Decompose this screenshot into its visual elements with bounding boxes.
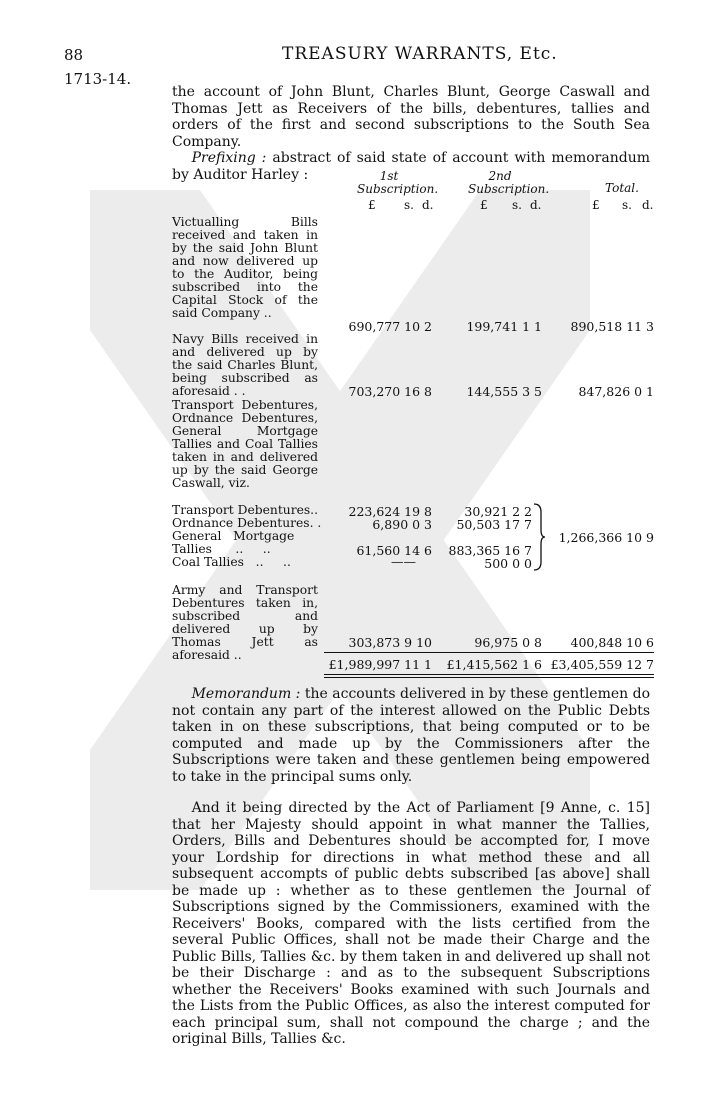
row-label-victualling: Victualling Bills received and taken in by the said John Blunt and now delivered up to the Auditor, being subscribed into the Capital Stock of the said Company ..	[172, 215, 318, 320]
row-victualling-total: 890,518 11 3	[570, 319, 654, 334]
row-label-ordnance: Ordnance Debentures. .	[172, 516, 322, 530]
row-navy-2nd: 144,555 3 5	[466, 384, 542, 399]
intro-paragraph	[172, 84, 650, 183]
memo-text: the accounts delivered in by these gentlemen do not contain any part of the interest allowed on the Public Debts taken in on these subscriptions, that being computed or to be computed and made up by the Commissioners after the Subscriptions were taken and these gentlemen being empowered to take in the principal sums only.	[172, 686, 650, 785]
row-navy-total: 847,826 0 1	[578, 384, 654, 399]
body-paragraph	[172, 800, 650, 1048]
unit-pound: £	[368, 198, 376, 212]
memorandum-paragraph	[172, 686, 650, 785]
memo-label: Memorandum :	[191, 686, 301, 702]
row-label-tallies: Tallies .. ..	[172, 542, 271, 556]
col-heading-2nd: 2nd Subscription.	[468, 169, 550, 196]
row-coal-1st: ——	[391, 554, 416, 569]
unit-shilling: s.	[404, 198, 414, 212]
row-ordnance-1st: 6,890 0 3	[372, 517, 432, 532]
row-label-navy: Navy Bills received in and delivered up by the said Charles Blunt, being subscribed as aforesaid . .	[172, 332, 318, 398]
row-label-coal: Coal Tallies .. ..	[172, 555, 291, 569]
row-transport-2nd: 30,921 2 2	[464, 504, 532, 519]
total-rule-bottom-1	[324, 674, 654, 675]
row-label-caswall-group: Transport Debentures, Ordnance Debentures, General Mortgage Tallies and Coal Tallies taken in and delivered up by the said George Caswall, viz.	[172, 398, 318, 490]
row-label-general-mortgage: General Mortgage	[172, 529, 295, 543]
row-label-army: Army and Transport Debentures taken in, subscribed and delivered up by Thomas Jett as aforesaid ..	[172, 583, 318, 662]
year-margin: 1713-14.	[64, 70, 132, 88]
unit-pence: d.	[642, 198, 654, 212]
col-heading-1st: 1st Subscription.	[357, 169, 439, 196]
grand-total-1st: £1,989,997 11 1	[328, 657, 432, 672]
total-rule-bottom-2	[324, 677, 654, 678]
row-navy-1st: 703,270 16 8	[348, 384, 432, 399]
unit-pound: £	[592, 198, 600, 212]
grand-total: £3,405,559 12 7	[550, 657, 654, 672]
unit-pound: £	[480, 198, 488, 212]
row-army-total: 400,848 10 6	[570, 635, 654, 650]
row-victualling-1st: 690,777 10 2	[348, 319, 432, 334]
col-heading-total: Total.	[605, 181, 639, 195]
prefix-text: abstract of said state of account with memorandum by Auditor Harley :	[172, 150, 650, 183]
total-rule-top	[324, 652, 654, 653]
grand-total-2nd: £1,415,562 1 6	[446, 657, 542, 672]
row-army-2nd: 96,975 0 8	[474, 635, 542, 650]
prefix-label: Prefixing :	[191, 150, 267, 166]
right-brace-icon	[532, 502, 546, 572]
row-ordnance-2nd: 50,503 17 7	[456, 517, 532, 532]
body-text: And it being directed by the Act of Parliament [9 Anne, c. 15] that her Majesty should appoint in what manner the Tallies, Orders, Bills and Debentures should be accompted for, I move your Lordship for directions in what method these and all subsequent accompts of public debts subscribed [as above] shall be made up : whether as to these gentlemen the Journal of Subscriptions signed by the Commissioners, examined with the Receivers' Books, compared with the lists certified from the several Public Offices, shall not be made their Charge and the Public Bills, Tallies &c. by them taken in and delivered up shall not be their Discharge : and as to the subsequent Subscriptions whether the Receivers' Books examined with such Journals and the Lists from the Public Offices, as also the interest computed for each principal sum, shall not compound the charge ; and the original Bills, Tallies &c.	[172, 800, 650, 1047]
intro-text: the account of John Blunt, Charles Blunt, George Caswall and Thomas Jett as Receivers of the bills, debentures, tallies and orders of the first and second subscriptions to the South Sea Company.	[172, 84, 650, 150]
row-coal-2nd: 500 0 0	[484, 556, 532, 571]
row-tallies-2nd: 883,365 16 7	[448, 543, 532, 558]
running-head: TREASURY WARRANTS, Etc.	[282, 44, 558, 64]
row-caswall-total: 1,266,366 10 9	[558, 530, 654, 545]
row-victualling-2nd: 199,741 1 1	[466, 319, 542, 334]
page-number: 88	[64, 46, 84, 64]
unit-pence: d.	[422, 198, 434, 212]
row-label-transport: Transport Debentures..	[172, 503, 318, 517]
row-tallies-1st: 61,560 14 6	[356, 543, 432, 558]
unit-shilling: s.	[512, 198, 522, 212]
unit-shilling: s.	[622, 198, 632, 212]
watermark-cross-icon	[90, 190, 590, 890]
unit-pence: d.	[530, 198, 542, 212]
row-transport-1st: 223,624 19 8	[348, 504, 432, 519]
row-army-1st: 303,873 9 10	[348, 635, 432, 650]
